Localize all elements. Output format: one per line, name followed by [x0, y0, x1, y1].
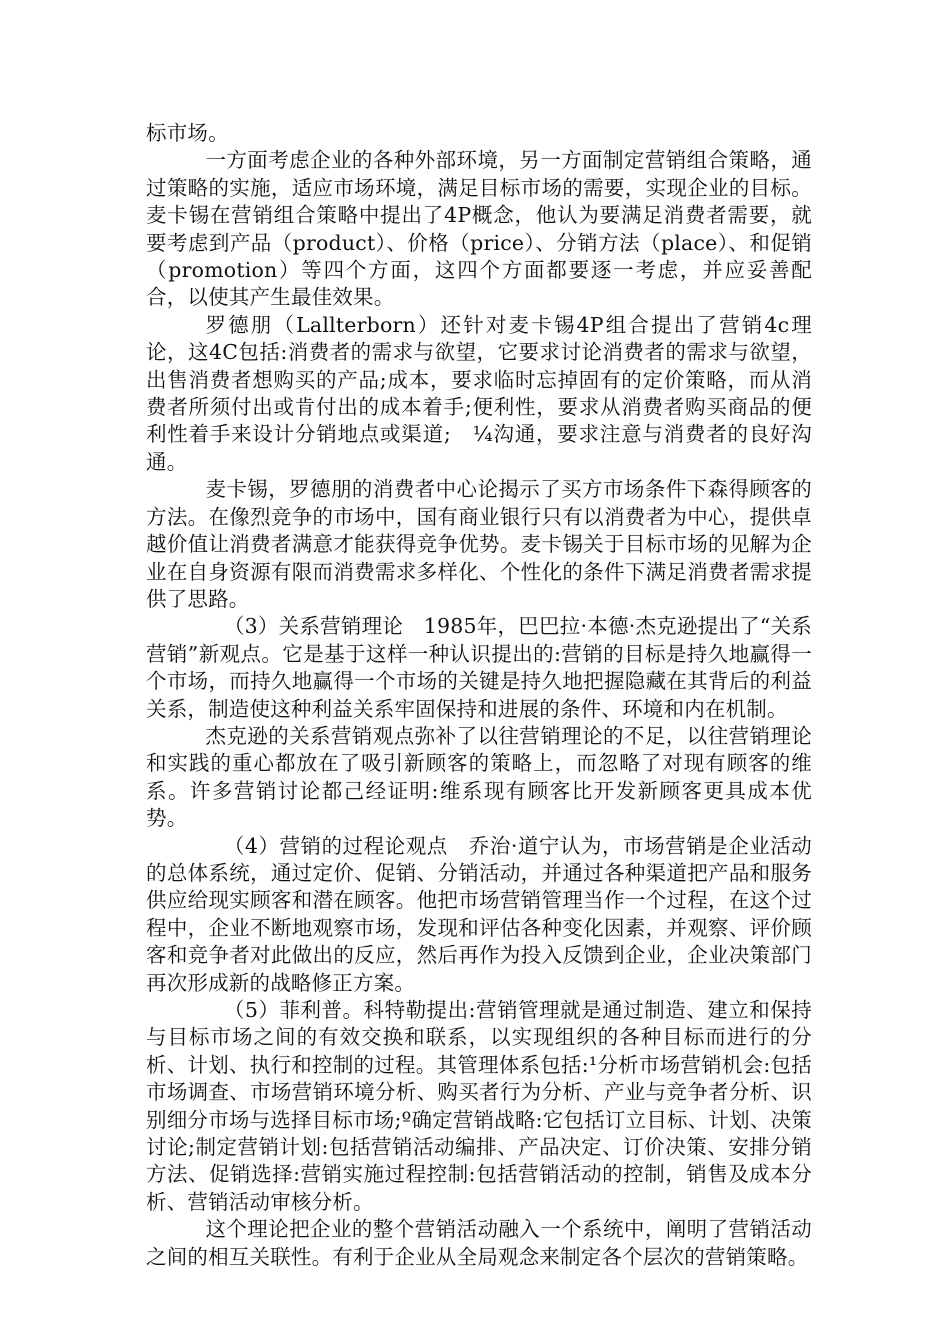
- paragraph: 杰克逊的关系营销观点弥补了以往营销理论的不足，以往营销理论和实践的重心都放在了吸引新顾客的策略上，而忽略了对现有顾客的维系。许多营销讨论都己经证明:维系现有顾客比开发新顾客更具成本优势。: [146, 723, 812, 831]
- paragraph: （4）营销的过程论观点 乔治·道宁认为，市场营销是企业活动的总体系统，通过定价、促销、分销活动，并通过各种渠道把产品和服务供应给现实顾客和潜在顾客。他把市场营销管理当作一个过程，在这个过程中，企业不断地观察市场，发现和评估各种变化因素，并观察、评价顾客和竞争者对此做出的反应，然后再作为投入反馈到企业，企业决策部门再次形成新的战略修正方案。: [146, 833, 812, 995]
- paragraph: （3）关系营销理论 1985年，巴巴拉·本德·杰克逊提出了“关系营销”新观点。它是基于这样一种认识提出的:营销的目标是持久地赢得一个市场，而持久地赢得一个市场的关键是持久地把握隐藏在其背后的利益关系，制造使这种利益关系牢固保持和进展的条件、环境和内在机制。: [146, 614, 812, 721]
- paragraph: 罗德朋（Lallterborn）还针对麦卡锡4P组合提出了营销4c理论，这4C包括:消费者的需求与欲望，它要求讨论消费者的需求与欲望，出售消费者想购买的产品;成本，要求临时忘掉固有的定价策略，而从消费者所须付出或肯付出的成本着手;便利性，要求从消费者购买商品的便利性着手来设计分销地点或渠道; ¼沟通，要求注意与消费者的良好沟通。: [146, 312, 812, 474]
- document-body: [146, 120, 812, 1271]
- paragraph: 一方面考虑企业的各种外部环境，另一方面制定营销组合策略，通过策略的实施，适应市场环境，满足目标市场的需要，实现企业的目标。麦卡锡在营销组合策略中提出了4P概念，他认为要满足消费者需要，就要考虑到产品（product）、价格（price）、分销方法（place）、和促销（promotion）等四个方面，这四个方面都要逐一考虑，并应妥善配合，以使其产生最佳效果。: [146, 148, 812, 310]
- paragraph: 麦卡锡，罗德朋的消费者中心论揭示了买方市场条件下森得顾客的方法。在像烈竞争的市场中，国有商业银行只有以消费者为中心，提供卓越价值让消费者满意才能获得竞争优势。麦卡锡关于目标市场的见解为企业在自身资源有限而消费需求多样化、个性化的条件下满足消费者需求提供了思路。: [146, 477, 812, 611]
- paragraph: 标市场。: [146, 121, 229, 145]
- paragraph: （5）菲利普。科特勒提出:营销管理就是通过制造、建立和保持与目标市场之间的有效交换和联系，以实现组织的各种目标而进行的分析、计划、执行和控制的过程。其管理体系包括:¹分析市场营销机会:包括市场调查、市场营销环境分析、购买者行为分析、产业与竞争者分析、识别细分市场与选择目标市场;º确定营销战略:它包括订立目标、计划、决策讨论;制定营销计划:包括营销活动编排、产品决定、订价决策、安排分销方法、促销选择:营销实施过程控制:包括营销活动的控制，销售及成本分析、营销活动审核分析。: [146, 998, 812, 1214]
- paragraph: 这个理论把企业的整个营销活动融入一个系统中，阐明了营销活动之间的相互关联性。有利于企业从全局观念来制定各个层次的营销策略。: [146, 1217, 812, 1269]
